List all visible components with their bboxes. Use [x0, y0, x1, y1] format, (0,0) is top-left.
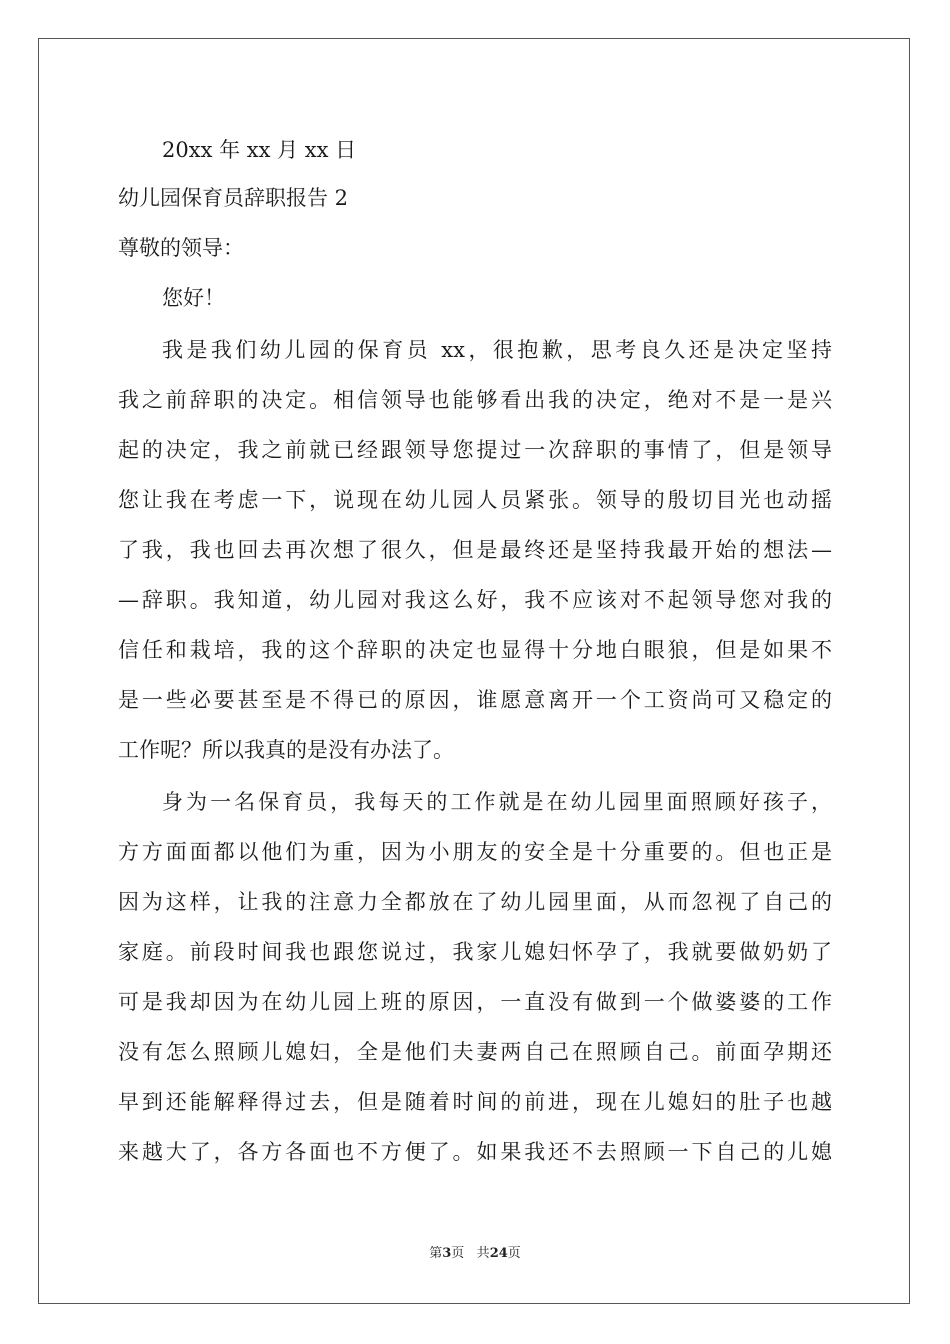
report-title: 幼儿园保育员辞职报告 2 — [118, 186, 349, 210]
total-page-count: 24 — [489, 1246, 508, 1261]
paragraph-1-line: 我是我们幼儿园的保育员 xx，很抱歉，思考良久还是决定坚持 — [162, 338, 832, 362]
total-prefix: 共 — [476, 1246, 490, 1261]
paragraph-1-line: 是一些必要甚至是不得已的原因，谁愿意离开一个工资尚可又稳定的 — [118, 688, 832, 712]
paragraph-2-line: 早到还能解释得过去，但是随着时间的前进，现在儿媳妇的肚子也越 — [118, 1090, 832, 1114]
total-suffix: 页 — [507, 1246, 521, 1261]
current-page-number: 3 — [442, 1246, 452, 1261]
page-prefix: 第 — [429, 1246, 443, 1261]
salutation: 尊敬的领导： — [118, 236, 244, 260]
paragraph-2-line: 来越大了，各方各面也不方便了。如果我还不去照顾一下自己的儿媳 — [118, 1140, 832, 1164]
paragraph-1-line: 您让我在考虑一下，说现在幼儿园人员紧张。领导的殷切目光也动摇 — [118, 488, 832, 512]
paragraph-2-line: 身为一名保育员，我每天的工作就是在幼儿园里面照顾好孩子， — [162, 790, 832, 814]
greeting: 您好！ — [162, 286, 225, 310]
paragraph-2-line: 因为这样，让我的注意力全都放在了幼儿园里面，从而忽视了自己的 — [118, 890, 832, 914]
paragraph-2-line: 可是我却因为在幼儿园上班的原因，一直没有做到一个做婆婆的工作 — [118, 990, 832, 1014]
paragraph-1-line: 信任和栽培，我的这个辞职的决定也显得十分地白眼狼，但是如果不 — [118, 638, 832, 662]
letter-date: 20xx 年 xx 月 xx 日 — [162, 138, 357, 162]
page-footer — [0, 1245, 950, 1263]
paragraph-1-line: 我之前辞职的决定。相信领导也能够看出我的决定，绝对不是一是兴 — [118, 388, 832, 412]
paragraph-1-line: 了我，我也回去再次想了很久，但是最终还是坚持我最开始的想法— — [118, 538, 832, 562]
paragraph-2-line: 家庭。前段时间我也跟您说过，我家儿媳妇怀孕了，我就要做奶奶了 — [118, 940, 832, 964]
paragraph-2-line: 方方面面都以他们为重，因为小朋友的安全是十分重要的。但也正是 — [118, 840, 832, 864]
page-suffix: 页 — [451, 1246, 465, 1261]
paragraph-1-line: 起的决定，我之前就已经跟领导您提过一次辞职的事情了，但是领导 — [118, 438, 832, 462]
paragraph-2-line: 没有怎么照顾儿媳妇，全是他们夫妻两自己在照顾自己。前面孕期还 — [118, 1040, 832, 1064]
paragraph-1-line: 工作呢？所以我真的是没有办法了。 — [118, 738, 454, 762]
paragraph-1-line: —辞职。我知道，幼儿园对我这么好，我不应该对不起领导您对我的 — [118, 588, 832, 612]
